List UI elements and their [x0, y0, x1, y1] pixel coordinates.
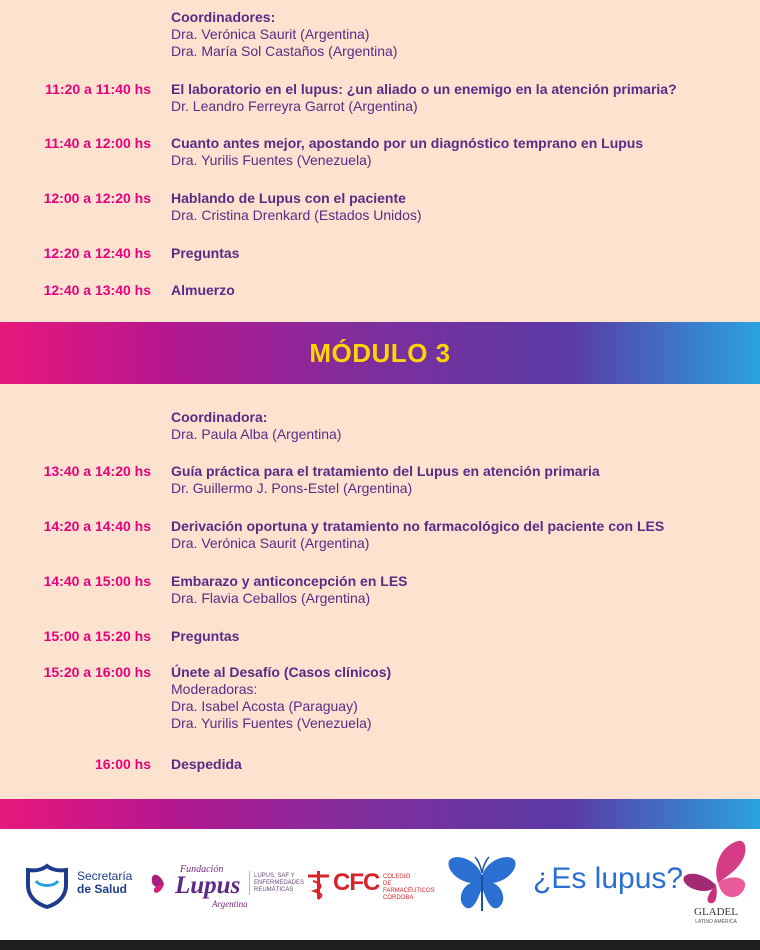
- time-slot: 12:40 a 13:40 hs: [43, 282, 151, 298]
- coordinators-label: Coordinadores:: [171, 9, 276, 25]
- time-slot: 14:20 a 14:40 hs: [43, 518, 151, 534]
- moderator-name: Dra. Yurilis Fuentes (Venezuela): [171, 715, 372, 731]
- talk-title: Preguntas: [171, 628, 240, 644]
- divider: [249, 871, 250, 895]
- speaker-name: Dr. Guillermo J. Pons-Estel (Argentina): [171, 480, 413, 496]
- time-slot: 13:40 a 14:20 hs: [43, 463, 151, 479]
- gladel-wordmark: GLADEL: [694, 906, 738, 918]
- secretaria-line-2: de Salud: [77, 882, 128, 896]
- time-slot: 12:00 a 12:20 hs: [43, 190, 151, 206]
- tagline-line: LUPUS, SAF Y: [254, 873, 295, 879]
- caduceus-icon: [305, 867, 331, 901]
- secretaria-salud-text: [77, 870, 132, 896]
- coordinator-label: Coordinadora:: [171, 409, 268, 425]
- sponsor-footer: [0, 829, 760, 940]
- talk-title: Despedida: [171, 756, 242, 772]
- talk-title: Almuerzo: [171, 282, 235, 298]
- gladel-subtitle: LATINO AMÉRICA: [695, 919, 737, 925]
- speaker-name: Dra. Flavia Ceballos (Argentina): [171, 590, 371, 606]
- speaker-name: Dra. Cristina Drenkard (Estados Unidos): [171, 207, 422, 223]
- shield-icon: [22, 863, 72, 909]
- time-slot: 16:00 hs: [94, 756, 151, 772]
- talk-title: Guía práctica para el tratamiento del Lupus en atención primaria: [171, 463, 600, 479]
- time-slot: 12:20 a 12:40 hs: [43, 245, 151, 261]
- es-lupus-logo: ¿Es lupus?: [533, 862, 684, 895]
- talk-title: Hablando de Lupus con el paciente: [171, 190, 406, 206]
- secretaria-line-1: Secretaría: [77, 869, 133, 883]
- coordinator-name: Dra. Verónica Saurit (Argentina): [171, 26, 370, 42]
- tagline-line: CÓRDOBA: [383, 895, 414, 901]
- talk-title: Preguntas: [171, 245, 240, 261]
- time-slot: 11:20 a 11:40 hs: [45, 81, 151, 97]
- speaker-name: Dr. Leandro Ferreyra Garrot (Argentina): [171, 98, 418, 114]
- moderator-name: Dra. Isabel Acosta (Paraguay): [171, 698, 358, 714]
- coordinator-name: Dra. María Sol Castaños (Argentina): [171, 43, 398, 59]
- tagline-line: ENFERMEDADES: [254, 880, 305, 886]
- cfc-tagline: [383, 874, 440, 902]
- tagline-line: COLEGIO: [383, 874, 411, 880]
- talk-title: Derivación oportuna y tratamiento no farmacológico del paciente con LES: [171, 518, 665, 534]
- fundacion-tagline: [254, 873, 304, 894]
- butterfly-icon: [150, 870, 178, 898]
- talk-title: Embarazo y anticoncepción en LES: [171, 573, 408, 589]
- speaker-name: Dra. Verónica Saurit (Argentina): [171, 535, 370, 551]
- speaker-name: Dra. Yurilis Fuentes (Venezuela): [171, 152, 372, 168]
- module-3-banner: [0, 322, 760, 384]
- fundacion-label: Fundación: [180, 864, 224, 875]
- secretaria-salud-logo: [22, 863, 72, 909]
- bottom-gradient-strip: [0, 799, 760, 829]
- tagline-line: REUMÁTICAS: [254, 887, 294, 893]
- talk-title: Únete al Desafío (Casos clínicos): [171, 664, 392, 680]
- argentina-label: Argentina: [212, 899, 248, 909]
- coordinator-name: Dra. Paula Alba (Argentina): [171, 426, 342, 442]
- talk-title: Cuanto antes mejor, apostando por un diagnóstico temprano en Lupus: [171, 135, 644, 151]
- talk-title: El laboratorio en el lupus: ¿un aliado o un enemigo en la atención primaria?: [171, 81, 677, 97]
- cfc-logo: [305, 865, 440, 905]
- lupus-wordmark: Lupus: [175, 872, 241, 899]
- blue-butterfly-logo: [447, 853, 517, 915]
- time-slot: 14:40 a 15:00 hs: [43, 573, 151, 589]
- time-slot: 15:20 a 16:00 hs: [43, 664, 151, 680]
- time-slot: 15:00 a 15:20 hs: [43, 628, 151, 644]
- butterfly-icon: [682, 839, 750, 905]
- module-title: MÓDULO 3: [309, 338, 451, 368]
- moderators-label: Moderadoras:: [171, 681, 258, 697]
- tagline-line: DE FARMACÉUTICOS: [383, 881, 435, 894]
- fundacion-lupus-logo: [150, 864, 305, 912]
- cfc-wordmark: CFC: [333, 869, 380, 896]
- time-slot: 11:40 a 12:00 hs: [44, 135, 151, 151]
- gladel-logo: [682, 839, 750, 929]
- butterfly-icon: [447, 853, 517, 915]
- module-2-section: [0, 0, 760, 320]
